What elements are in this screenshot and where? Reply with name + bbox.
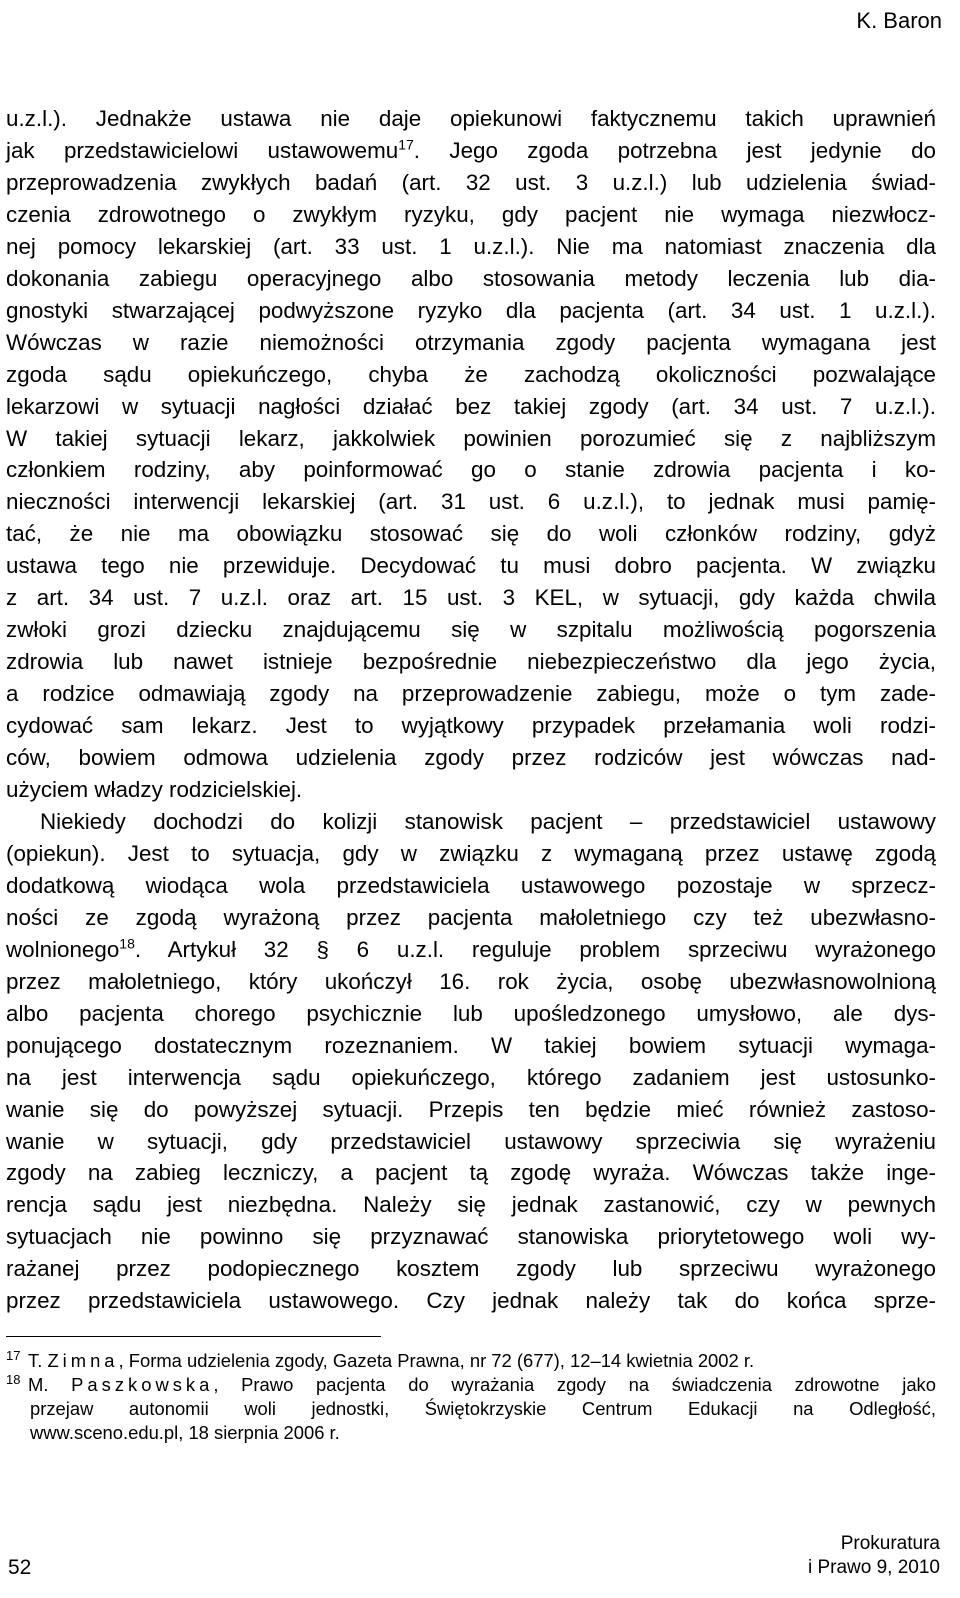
text-line: przez małoletniego, który ukończył 16. rok życia, osobę ubezwłasnowolnioną <box>6 968 936 994</box>
footnote-18-line: przejaw autonomii woli jednostki, Świętokrzyskie Centrum Edukacji na Odległość, <box>30 1398 936 1419</box>
text-line: ustawa tego nie przewiduje. Decydować tu musi dobro pacjenta. W związku <box>6 553 936 579</box>
footnote-18-line: www.sceno.edu.pl, 18 sierpnia 2006 r. <box>30 1422 340 1443</box>
text-line: przeprowadzenia zwykłych badań (art. 32 ust. 3 u.z.l.) lub udzielenia świad- <box>6 169 936 195</box>
text-line: ności ze zgodą wyrażoną przez pacjenta małoletniego czy też ubezwłasno- <box>6 904 936 930</box>
text-line: wanie w sytuacji, gdy przedstawiciel ustawowy sprzeciwia się wyrażeniu <box>6 1128 936 1154</box>
text-line: członkiem rodziny, aby poinformować go o stanie zdrowia pacjenta i ko- <box>6 457 936 483</box>
text-line: zdrowia lub nawet istnieje bezpośrednie niebezpieczeństwo dla jego życia, <box>6 649 936 675</box>
text-line: rażanej przez podopiecznego kosztem zgody lub sprzeciwu wyrażonego <box>6 1256 936 1282</box>
text-line: dokonania zabiegu operacyjnego albo stosowania metody leczenia lub dia- <box>6 265 936 291</box>
text-line: jak przedstawicielowi ustawowemu$^{17}$. Jego zgoda potrzebna jest jedynie do <box>6 136 936 163</box>
text-line: a rodzice odmawiają zgody na przeprowadzenie zabiegu, może o tym zade- <box>6 681 936 707</box>
text-line: zgody na zabieg leczniczy, a pacjent tą zgodę wyraża. Wówczas także inge- <box>6 1160 936 1186</box>
footnote-author: Paszkowska <box>71 1374 214 1395</box>
text-line: na jest interwencja sądu opiekuńczego, którego zadaniem jest ustosunko- <box>6 1064 936 1090</box>
text-line: Niekiedy dochodzi do kolizji stanowisk pacjent – przedstawiciel ustawowy <box>40 808 936 834</box>
text-line: przez przedstawiciela ustawowego. Czy jednak należy tak do końca sprze- <box>6 1288 936 1314</box>
footnote-author: Zimna <box>47 1350 119 1371</box>
text-line: W takiej sytuacji lekarz, jakkolwiek powinien porozumieć się z najbliższym <box>6 425 936 451</box>
text-line: z art. 34 ust. 7 u.z.l. oraz art. 15 ust. 3 KEL, w sytuacji, gdy każda chwila <box>6 585 936 611</box>
text-line: rencja sądu jest niezbędna. Należy się jednak zastanowić, czy w pewnych <box>6 1192 936 1218</box>
text-line: zwłoki grozi dziecku znajdującemu się w szpitalu możliwością pogorszenia <box>6 617 936 643</box>
text-line: (opiekun). Jest to sytuacja, gdy w związku z wymaganą przez ustawę zgodą <box>6 840 936 866</box>
footnote-17: 17 T. Zimna, Forma udzielenia zgody, Gazeta Prawna, nr 72 (677), 12–14 kwietnia 2002 r. <box>6 1347 755 1371</box>
text-line: użyciem władzy rodzicielskiej. <box>6 777 303 803</box>
text-line: zgoda sądu opiekuńczego, chyba że zachodzą okoliczności pozwalające <box>6 361 936 387</box>
running-header-author: K. Baron <box>856 8 942 33</box>
text-line: nieczności interwencji lekarskiej (art. 31 ust. 6 u.z.l.), to jednak musi pamię- <box>6 489 936 515</box>
text-line: wolnionego$^{18}$. Artykuł 32 § 6 u.z.l. reguluje problem sprzeciwu wyrażonego <box>6 935 936 962</box>
text-line: tać, że nie ma obowiązku stosować się do woli członków rodziny, gdyż <box>6 521 936 547</box>
text-line: nej pomocy lekarskiej (art. 33 ust. 1 u.z.l.). Nie ma natomiast znaczenia dla <box>6 233 936 259</box>
footnote-separator <box>6 1336 381 1337</box>
journal-footer <box>808 1532 940 1580</box>
footnotes <box>6 1349 936 1445</box>
footnote-ref-17: 17 <box>398 136 414 153</box>
text-line: czenia zdrowotnego o zwykłym ryzyku, gdy pacjent nie wymaga niezwłocz- <box>6 201 936 227</box>
footnote-18: 18 M. Paszkowska, Prawo pacjenta do wyrażania zgody na świadczenia zdrowotne jako <box>6 1371 936 1395</box>
text-line: u.z.l.). Jednakże ustawa nie daje opiekunowi faktycznemu takich uprawnień <box>6 106 936 131</box>
text-line: cydować sam lekarz. Jest to wyjątkowy przypadek przełamania woli rodzi- <box>6 713 936 739</box>
text-line: dodatkową wiodąca wola przedstawiciela ustawowego pozostaje w sprzecz- <box>6 872 936 898</box>
footnote-ref-18: 18 <box>119 935 135 952</box>
main-text <box>6 103 936 1317</box>
text-line: ców, bowiem odmowa udzielenia zgody przez rodziców jest wówczas nad- <box>6 745 936 771</box>
text-line: wanie się do powyższej sytuacji. Przepis ten będzie mieć również zastoso- <box>6 1096 936 1122</box>
journal-issue: i Prawo 9, 2010 <box>807 1557 940 1578</box>
text-line: lekarzowi w sytuacji nagłości działać bez takiej zgody (art. 34 ust. 7 u.z.l.). <box>6 393 936 419</box>
text-line: gnostyki stwarzającej podwyższone ryzyko dla pacjenta (art. 34 ust. 1 u.z.l.). <box>6 297 936 323</box>
text-line: sytuacjach nie powinno się przyznawać stanowiska priorytetowego woli wy- <box>6 1224 936 1250</box>
text-line: albo pacjenta chorego psychicznie lub upośledzonego umysłowo, ale dys- <box>6 1000 936 1026</box>
text-line: Wówczas w razie niemożności otrzymania zgody pacjenta wymagana jest <box>6 329 936 355</box>
page-number: 52 <box>8 1556 32 1579</box>
journal-name: Prokuratura <box>840 1533 940 1554</box>
text-line: ponującego dostatecznym rozeznaniem. W takiej bowiem sytuacji wymaga- <box>6 1032 936 1058</box>
